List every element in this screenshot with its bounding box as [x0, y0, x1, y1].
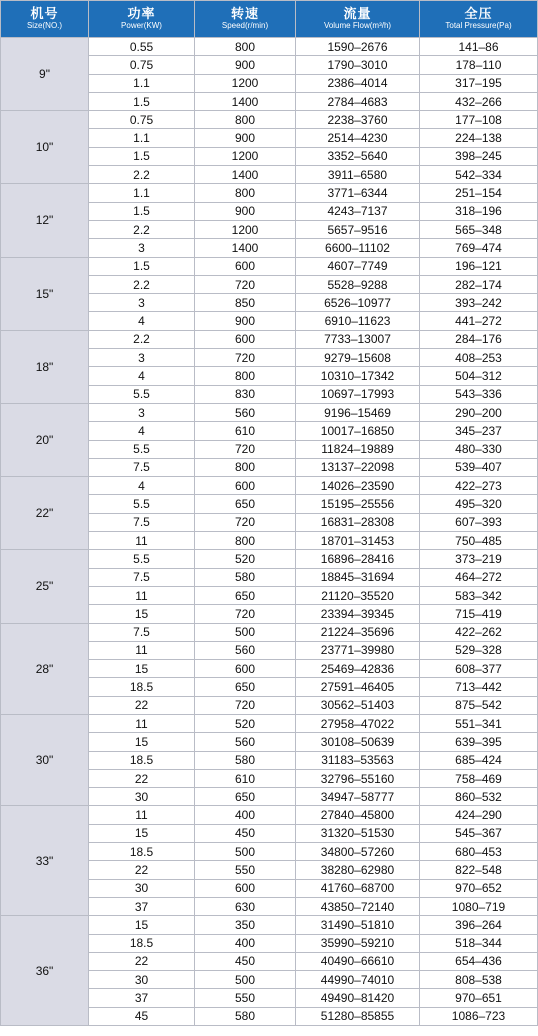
cell-volume-flow: 5657–9516	[296, 220, 420, 238]
cell-total-pressure: 529–328	[420, 641, 538, 659]
cell-total-pressure: 607–393	[420, 513, 538, 531]
cell-speed: 550	[195, 989, 296, 1007]
cell-speed: 850	[195, 294, 296, 312]
cell-speed: 610	[195, 422, 296, 440]
cell-total-pressure: 539–407	[420, 458, 538, 476]
table-row	[1, 623, 538, 641]
cell-speed: 650	[195, 495, 296, 513]
cell-total-pressure: 769–474	[420, 239, 538, 257]
cell-speed: 550	[195, 861, 296, 879]
cell-total-pressure: 141–86	[420, 38, 538, 56]
cell-power: 4	[89, 477, 195, 495]
cell-volume-flow: 43850–72140	[296, 897, 420, 915]
cell-power: 45	[89, 1007, 195, 1025]
cell-speed: 600	[195, 477, 296, 495]
cell-speed: 520	[195, 550, 296, 568]
cell-volume-flow: 11824–19889	[296, 440, 420, 458]
cell-volume-flow: 2784–4683	[296, 92, 420, 110]
cell-volume-flow: 1790–3010	[296, 56, 420, 74]
cell-power: 15	[89, 605, 195, 623]
cell-total-pressure: 480–330	[420, 440, 538, 458]
cell-volume-flow: 34800–57260	[296, 843, 420, 861]
cell-volume-flow: 16831–28308	[296, 513, 420, 531]
cell-total-pressure: 396–264	[420, 916, 538, 934]
cell-speed: 580	[195, 568, 296, 586]
cell-size: 15"	[1, 257, 89, 330]
table-row	[1, 916, 538, 934]
cell-speed: 630	[195, 897, 296, 915]
cell-volume-flow: 10697–17993	[296, 385, 420, 403]
cell-volume-flow: 23771–39980	[296, 641, 420, 659]
cell-volume-flow: 30108–50639	[296, 733, 420, 751]
cell-speed: 650	[195, 788, 296, 806]
cell-speed: 800	[195, 367, 296, 385]
cell-total-pressure: 504–312	[420, 367, 538, 385]
cell-power: 11	[89, 586, 195, 604]
cell-total-pressure: 822–548	[420, 861, 538, 879]
table-row	[1, 184, 538, 202]
cell-total-pressure: 545–367	[420, 824, 538, 842]
cell-total-pressure: 422–273	[420, 477, 538, 495]
cell-volume-flow: 38280–62980	[296, 861, 420, 879]
cell-speed: 500	[195, 971, 296, 989]
cell-power: 30	[89, 879, 195, 897]
cell-volume-flow: 6910–11623	[296, 312, 420, 330]
cell-volume-flow: 40490–66610	[296, 952, 420, 970]
cell-power: 0.75	[89, 111, 195, 129]
cell-volume-flow: 25469–42836	[296, 660, 420, 678]
cell-power: 2.2	[89, 166, 195, 184]
cell-volume-flow: 31490–51810	[296, 916, 420, 934]
cell-size: 30"	[1, 714, 89, 805]
cell-power: 3	[89, 349, 195, 367]
cell-total-pressure: 808–538	[420, 971, 538, 989]
cell-power: 1.5	[89, 92, 195, 110]
cell-speed: 720	[195, 605, 296, 623]
cell-power: 1.1	[89, 184, 195, 202]
cell-volume-flow: 7733–13007	[296, 330, 420, 348]
cell-power: 22	[89, 696, 195, 714]
table-row	[1, 111, 538, 129]
cell-volume-flow: 30562–51403	[296, 696, 420, 714]
cell-power: 18.5	[89, 678, 195, 696]
cell-total-pressure: 608–377	[420, 660, 538, 678]
cell-size: 9"	[1, 38, 89, 111]
cell-volume-flow: 4607–7749	[296, 257, 420, 275]
cell-power: 7.5	[89, 513, 195, 531]
cell-total-pressure: 518–344	[420, 934, 538, 952]
cell-volume-flow: 41760–68700	[296, 879, 420, 897]
cell-total-pressure: 1086–723	[420, 1007, 538, 1025]
cell-speed: 600	[195, 660, 296, 678]
cell-volume-flow: 35990–59210	[296, 934, 420, 952]
cell-power: 0.55	[89, 38, 195, 56]
cell-speed: 1400	[195, 92, 296, 110]
cell-speed: 720	[195, 513, 296, 531]
cell-volume-flow: 27840–45800	[296, 806, 420, 824]
cell-volume-flow: 6526–10977	[296, 294, 420, 312]
cell-total-pressure: 713–442	[420, 678, 538, 696]
table-row	[1, 38, 538, 56]
cell-power: 11	[89, 641, 195, 659]
cell-volume-flow: 10017–16850	[296, 422, 420, 440]
cell-power: 15	[89, 824, 195, 842]
cell-speed: 720	[195, 349, 296, 367]
table-header	[1, 1, 538, 38]
cell-speed: 600	[195, 879, 296, 897]
header-power: 功率 Power(KW)	[89, 1, 195, 38]
cell-volume-flow: 16896–28416	[296, 550, 420, 568]
cell-total-pressure: 251–154	[420, 184, 538, 202]
cell-total-pressure: 685–424	[420, 751, 538, 769]
cell-total-pressure: 1080–719	[420, 897, 538, 915]
cell-total-pressure: 715–419	[420, 605, 538, 623]
cell-speed: 800	[195, 38, 296, 56]
cell-total-pressure: 282–174	[420, 275, 538, 293]
cell-power: 30	[89, 788, 195, 806]
cell-speed: 1200	[195, 74, 296, 92]
cell-power: 22	[89, 952, 195, 970]
cell-power: 22	[89, 861, 195, 879]
table-row	[1, 403, 538, 421]
cell-power: 1.5	[89, 257, 195, 275]
cell-volume-flow: 32796–55160	[296, 769, 420, 787]
cell-size: 22"	[1, 477, 89, 550]
cell-total-pressure: 290–200	[420, 403, 538, 421]
cell-speed: 1200	[195, 147, 296, 165]
cell-total-pressure: 424–290	[420, 806, 538, 824]
cell-power: 3	[89, 403, 195, 421]
cell-power: 4	[89, 367, 195, 385]
cell-speed: 900	[195, 56, 296, 74]
cell-volume-flow: 49490–81420	[296, 989, 420, 1007]
cell-size: 20"	[1, 403, 89, 476]
cell-volume-flow: 18701–31453	[296, 532, 420, 550]
cell-volume-flow: 34947–58777	[296, 788, 420, 806]
cell-volume-flow: 10310–17342	[296, 367, 420, 385]
cell-total-pressure: 551–341	[420, 714, 538, 732]
cell-speed: 800	[195, 111, 296, 129]
cell-size: 36"	[1, 916, 89, 1026]
cell-volume-flow: 27958–47022	[296, 714, 420, 732]
cell-speed: 560	[195, 403, 296, 421]
cell-total-pressure: 432–266	[420, 92, 538, 110]
cell-total-pressure: 565–348	[420, 220, 538, 238]
cell-total-pressure: 860–532	[420, 788, 538, 806]
table-row	[1, 550, 538, 568]
cell-speed: 720	[195, 440, 296, 458]
cell-speed: 600	[195, 257, 296, 275]
cell-volume-flow: 15195–25556	[296, 495, 420, 513]
cell-power: 5.5	[89, 550, 195, 568]
cell-volume-flow: 6600–11102	[296, 239, 420, 257]
cell-power: 5.5	[89, 440, 195, 458]
cell-total-pressure: 680–453	[420, 843, 538, 861]
cell-speed: 900	[195, 202, 296, 220]
header-total-pressure: 全压 Total Pressure(Pa)	[420, 1, 538, 38]
cell-total-pressure: 178–110	[420, 56, 538, 74]
cell-total-pressure: 758–469	[420, 769, 538, 787]
cell-volume-flow: 5528–9288	[296, 275, 420, 293]
cell-volume-flow: 3352–5640	[296, 147, 420, 165]
cell-total-pressure: 318–196	[420, 202, 538, 220]
cell-volume-flow: 9196–15469	[296, 403, 420, 421]
cell-speed: 350	[195, 916, 296, 934]
cell-speed: 900	[195, 129, 296, 147]
cell-power: 18.5	[89, 751, 195, 769]
cell-power: 0.75	[89, 56, 195, 74]
cell-speed: 400	[195, 934, 296, 952]
cell-power: 4	[89, 312, 195, 330]
cell-power: 30	[89, 971, 195, 989]
cell-volume-flow: 2514–4230	[296, 129, 420, 147]
cell-speed: 1400	[195, 239, 296, 257]
cell-total-pressure: 543–336	[420, 385, 538, 403]
cell-total-pressure: 345–237	[420, 422, 538, 440]
cell-size: 12"	[1, 184, 89, 257]
cell-speed: 720	[195, 275, 296, 293]
cell-total-pressure: 196–121	[420, 257, 538, 275]
cell-total-pressure: 654–436	[420, 952, 538, 970]
cell-total-pressure: 224–138	[420, 129, 538, 147]
cell-power: 3	[89, 239, 195, 257]
cell-speed: 520	[195, 714, 296, 732]
cell-power: 37	[89, 897, 195, 915]
cell-volume-flow: 3771–6344	[296, 184, 420, 202]
header-row	[1, 1, 538, 38]
cell-volume-flow: 51280–85855	[296, 1007, 420, 1025]
cell-speed: 500	[195, 623, 296, 641]
cell-speed: 1400	[195, 166, 296, 184]
cell-total-pressure: 750–485	[420, 532, 538, 550]
cell-power: 7.5	[89, 623, 195, 641]
cell-size: 33"	[1, 806, 89, 916]
cell-power: 2.2	[89, 330, 195, 348]
cell-power: 1.5	[89, 147, 195, 165]
cell-speed: 500	[195, 843, 296, 861]
cell-volume-flow: 23394–39345	[296, 605, 420, 623]
cell-size: 28"	[1, 623, 89, 714]
cell-power: 1.5	[89, 202, 195, 220]
cell-volume-flow: 31183–53563	[296, 751, 420, 769]
cell-volume-flow: 2238–3760	[296, 111, 420, 129]
cell-volume-flow: 31320–51530	[296, 824, 420, 842]
cell-volume-flow: 3911–6580	[296, 166, 420, 184]
cell-total-pressure: 970–651	[420, 989, 538, 1007]
cell-volume-flow: 9279–15608	[296, 349, 420, 367]
cell-power: 4	[89, 422, 195, 440]
cell-total-pressure: 542–334	[420, 166, 538, 184]
cell-speed: 560	[195, 733, 296, 751]
cell-power: 5.5	[89, 385, 195, 403]
cell-power: 11	[89, 806, 195, 824]
cell-volume-flow: 2386–4014	[296, 74, 420, 92]
cell-speed: 900	[195, 312, 296, 330]
cell-power: 2.2	[89, 275, 195, 293]
cell-power: 11	[89, 714, 195, 732]
header-volume-flow: 流量 Volume Flow(m³/h)	[296, 1, 420, 38]
table-row	[1, 806, 538, 824]
cell-total-pressure: 875–542	[420, 696, 538, 714]
table-row	[1, 330, 538, 348]
cell-total-pressure: 284–176	[420, 330, 538, 348]
cell-speed: 560	[195, 641, 296, 659]
cell-power: 1.1	[89, 74, 195, 92]
cell-power: 3	[89, 294, 195, 312]
cell-total-pressure: 583–342	[420, 586, 538, 604]
cell-volume-flow: 14026–23590	[296, 477, 420, 495]
cell-speed: 400	[195, 806, 296, 824]
cell-speed: 650	[195, 586, 296, 604]
cell-volume-flow: 13137–22098	[296, 458, 420, 476]
cell-size: 25"	[1, 550, 89, 623]
cell-volume-flow: 1590–2676	[296, 38, 420, 56]
cell-total-pressure: 408–253	[420, 349, 538, 367]
cell-total-pressure: 398–245	[420, 147, 538, 165]
cell-speed: 800	[195, 184, 296, 202]
cell-power: 18.5	[89, 843, 195, 861]
cell-size: 10"	[1, 111, 89, 184]
cell-power: 7.5	[89, 458, 195, 476]
cell-volume-flow: 18845–31694	[296, 568, 420, 586]
cell-power: 37	[89, 989, 195, 1007]
cell-speed: 580	[195, 751, 296, 769]
cell-speed: 610	[195, 769, 296, 787]
cell-power: 18.5	[89, 934, 195, 952]
table-row	[1, 714, 538, 732]
cell-power: 2.2	[89, 220, 195, 238]
cell-power: 11	[89, 532, 195, 550]
cell-speed: 720	[195, 696, 296, 714]
cell-speed: 830	[195, 385, 296, 403]
cell-speed: 450	[195, 952, 296, 970]
cell-total-pressure: 393–242	[420, 294, 538, 312]
cell-volume-flow: 21224–35696	[296, 623, 420, 641]
cell-speed: 600	[195, 330, 296, 348]
table-body	[1, 38, 538, 1026]
cell-power: 15	[89, 660, 195, 678]
cell-volume-flow: 21120–35520	[296, 586, 420, 604]
cell-speed: 580	[195, 1007, 296, 1025]
cell-power: 1.1	[89, 129, 195, 147]
cell-speed: 650	[195, 678, 296, 696]
cell-volume-flow: 44990–74010	[296, 971, 420, 989]
cell-power: 15	[89, 916, 195, 934]
cell-speed: 450	[195, 824, 296, 842]
cell-power: 15	[89, 733, 195, 751]
cell-total-pressure: 317–195	[420, 74, 538, 92]
cell-total-pressure: 970–652	[420, 879, 538, 897]
cell-total-pressure: 422–262	[420, 623, 538, 641]
table-row	[1, 477, 538, 495]
cell-power: 5.5	[89, 495, 195, 513]
cell-power: 22	[89, 769, 195, 787]
cell-power: 7.5	[89, 568, 195, 586]
header-speed: 转速 Speed(r/min)	[195, 1, 296, 38]
cell-total-pressure: 177–108	[420, 111, 538, 129]
cell-total-pressure: 441–272	[420, 312, 538, 330]
cell-volume-flow: 4243–7137	[296, 202, 420, 220]
table-row	[1, 257, 538, 275]
cell-total-pressure: 373–219	[420, 550, 538, 568]
cell-total-pressure: 639–395	[420, 733, 538, 751]
cell-speed: 800	[195, 458, 296, 476]
cell-total-pressure: 464–272	[420, 568, 538, 586]
cell-speed: 1200	[195, 220, 296, 238]
cell-size: 18"	[1, 330, 89, 403]
header-size: 机号 Size(NO.)	[1, 1, 89, 38]
cell-volume-flow: 27591–46405	[296, 678, 420, 696]
cell-speed: 800	[195, 532, 296, 550]
cell-total-pressure: 495–320	[420, 495, 538, 513]
